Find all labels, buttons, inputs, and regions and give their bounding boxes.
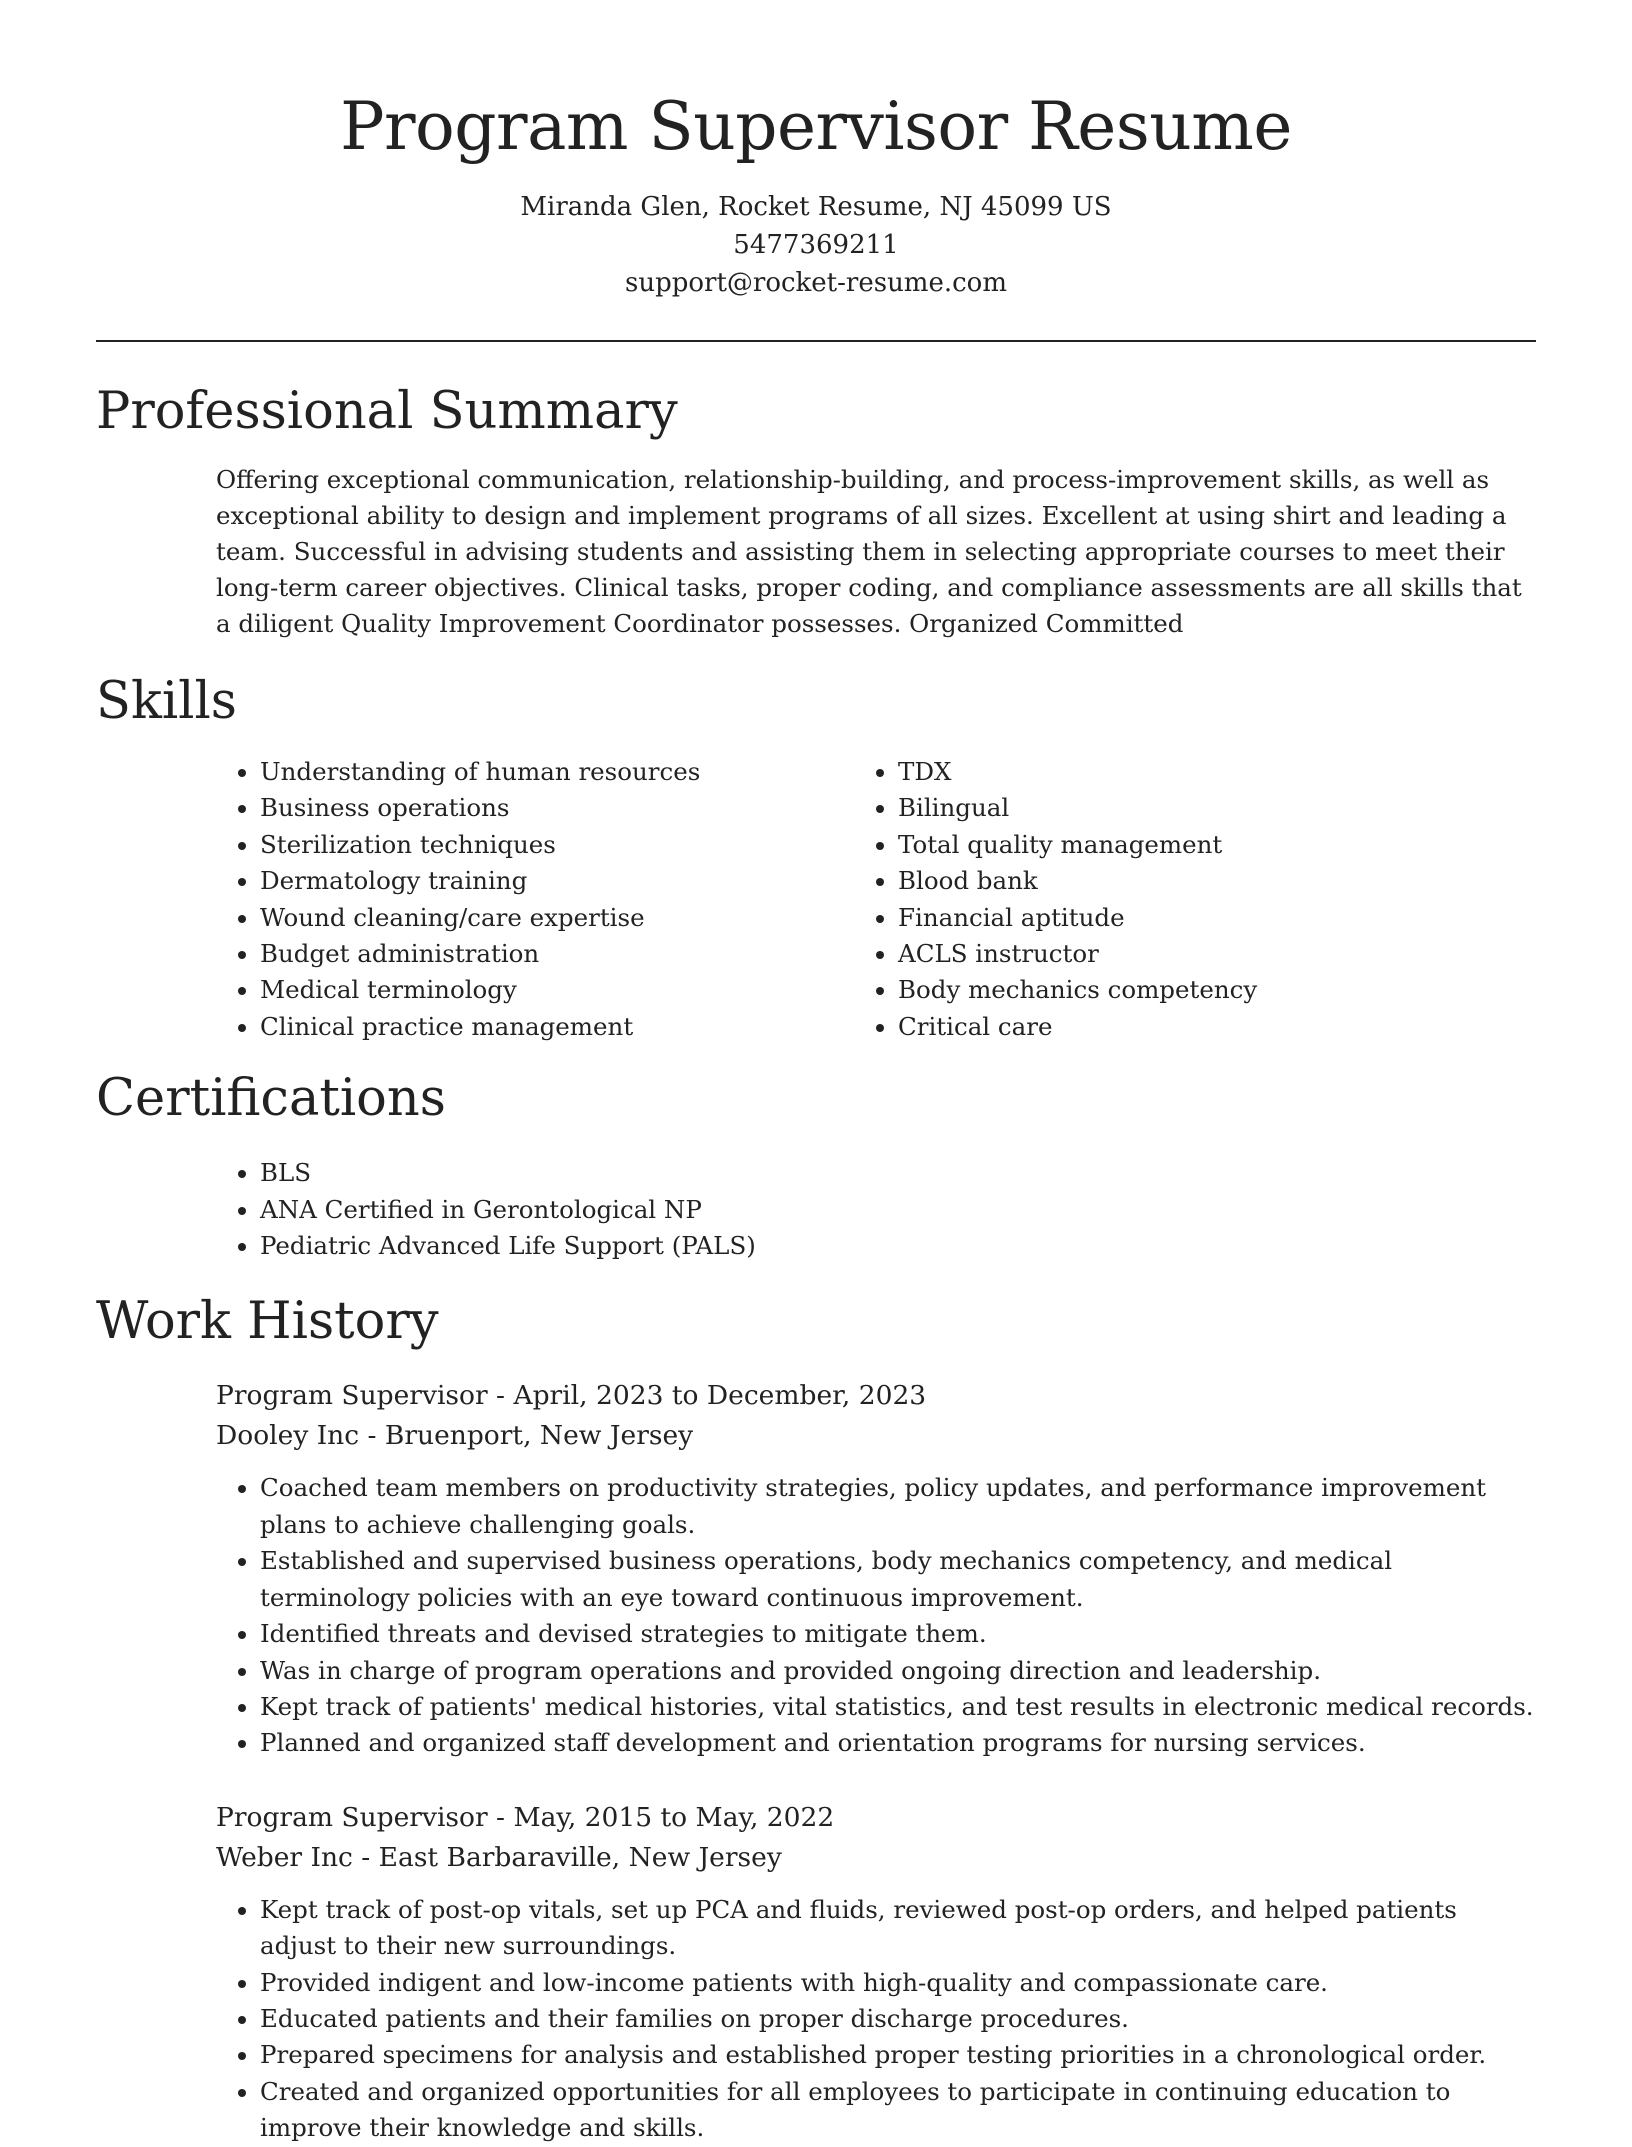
skills-list-left [216,754,898,1045]
work-history-heading: Work History [96,1292,439,1352]
job-entry [216,1798,1536,2147]
job-company-location: Weber Inc - East Barbaraville, New Jersey [216,1841,782,1873]
skill-item: • Body mechanics competency [898,972,1536,1008]
contact-block [96,188,1536,302]
summary-heading: Professional Summary [96,382,678,441]
skill-item: • Dermatology training [260,863,898,899]
job-duty-item: • Planned and organized staff development and orientation programs for nursing services. [260,1725,1536,1761]
job-duties-list [216,1470,1536,1761]
skill-item: • Sterilization techniques [260,827,898,863]
job-duty-item: • Identified threats and devised strategies to mitigate them. [260,1616,1536,1652]
resume-page [96,0,1536,2147]
job-title-dates: Program Supervisor - April, 2023 to December, 2023 [216,1380,927,1412]
certifications-heading: Certifications [96,1069,446,1129]
contact-email: support@rocket-resume.com [624,268,1007,298]
job-duty-item: • Prepared specimens for analysis and established proper testing priorities in a chronological order. [260,2037,1536,2073]
certification-item: • ANA Certified in Gerontological NP [260,1192,1536,1228]
skill-item: • Medical terminology [260,972,898,1008]
job-duty-item: • Established and supervised business operations, body mechanics competency, and medical terminology policies with an eye toward continuous improvement. [260,1543,1536,1616]
skill-item: • TDX [898,754,1536,790]
skill-item: • ACLS instructor [898,936,1536,972]
skill-item: • Total quality management [898,827,1536,863]
resume-header [96,0,1536,302]
skill-item: • Budget administration [260,936,898,972]
header-divider [96,340,1536,342]
skill-item: • Financial aptitude [898,900,1536,936]
skill-item: • Bilingual [898,790,1536,826]
job-duty-item: • Kept track of patients' medical histories, vital statistics, and test results in electronic medical records. [260,1689,1536,1725]
skill-item: • Clinical practice management [260,1009,898,1045]
contact-address: Miranda Glen, Rocket Resume, NJ 45099 US [520,192,1112,222]
job-duty-item: • Educated patients and their families on proper discharge procedures. [260,2001,1536,2037]
certifications-list [216,1155,1536,1264]
job-entry [216,1376,1536,1761]
skill-item: • Blood bank [898,863,1536,899]
job-duty-item: • Coached team members on productivity strategies, policy updates, and performance improvement plans to achieve challenging goals. [260,1470,1536,1543]
certification-item: • Pediatric Advanced Life Support (PALS) [260,1228,1536,1264]
job-duties-list [216,1892,1536,2147]
skills-list-right [898,754,1536,1045]
resume-title: Program Supervisor Resume [340,88,1292,165]
job-company-location: Dooley Inc - Bruenport, New Jersey [216,1420,694,1452]
skill-item: • Business operations [260,790,898,826]
skill-item: • Understanding of human resources [260,754,898,790]
job-duty-item: • Provided indigent and low-income patients with high-quality and compassionate care. [260,1965,1536,2001]
job-duty-item: • Was in charge of program operations and provided ongoing direction and leadership. [260,1653,1536,1689]
skill-item: • Critical care [898,1009,1536,1045]
contact-phone: 5477369211 [733,230,899,260]
skills-grid [216,754,1536,1045]
job-duty-item: • Created and organized opportunities for all employees to participate in continuing education to improve their knowledge and skills. [260,2074,1536,2147]
job-title-dates: Program Supervisor - May, 2015 to May, 2022 [216,1801,835,1833]
summary-text: Offering exceptional communication, relationship-building, and process-improvement skills, as well as exceptional ability to design and implement programs of all sizes. Excellent at using shirt and leading a team. Successful in advising students and assisting them in selecting appropriate courses to meet their long-term career objectives. Clinical tasks, proper coding, and compliance assessments are all skills that a diligent Quality Improvement Coordinator possesses. Organized Committed [216,465,1522,638]
job-duty-item: • Kept track of post-op vitals, set up PCA and fluids, reviewed post-op orders, and helped patients adjust to their new surroundings. [260,1892,1536,1965]
certification-item: • BLS [260,1155,1536,1191]
skills-heading: Skills [96,672,237,731]
skill-item: • Wound cleaning/care expertise [260,900,898,936]
